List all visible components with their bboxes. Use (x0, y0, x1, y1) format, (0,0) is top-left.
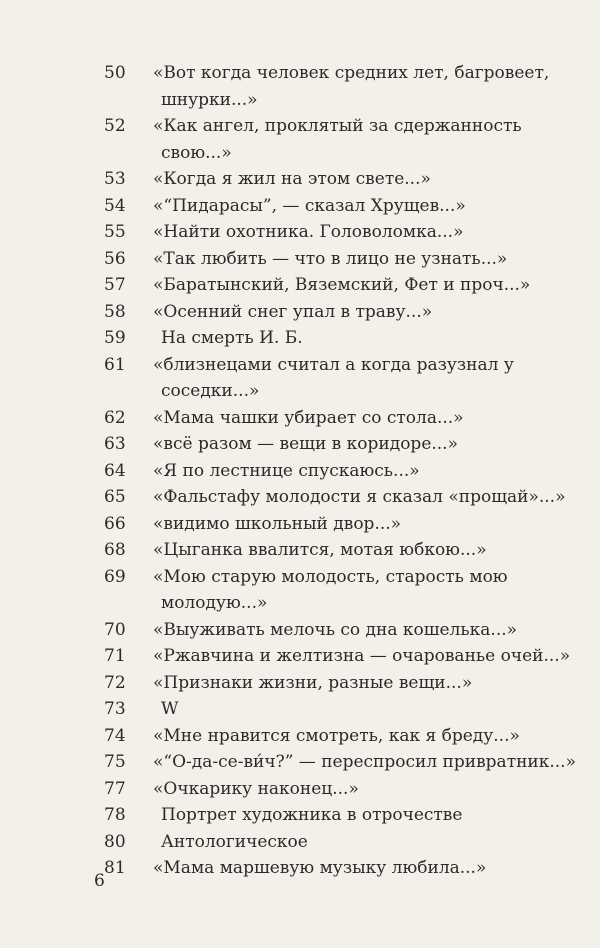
toc-title: «Мою старую молодость, старость мою молодую...» (153, 564, 583, 617)
toc-entry (0, 246, 600, 273)
toc-entry (0, 617, 600, 644)
toc-title-continuation: свою...» (161, 142, 232, 163)
toc-title: Антологическое (161, 831, 308, 852)
toc-entry (0, 325, 600, 352)
toc-title: «Так любить — что в лицо не узнать...» (153, 248, 508, 269)
toc-title: «Мама маршевую музыку любила...» (153, 858, 487, 878)
toc-entry (0, 60, 600, 113)
toc-entry (0, 113, 600, 166)
toc-title: «всё разом — вещи в коридоре...» (153, 434, 458, 454)
toc-title: «Когда я жил на этом свете...» (153, 169, 431, 189)
toc-page-number: 77 (104, 778, 126, 799)
toc-entry (0, 352, 600, 405)
toc-entry (0, 643, 600, 670)
toc-title: Портрет художника в отрочестве (161, 805, 463, 825)
toc-title: «Ржавчина и желтизна — очарованье очей...» (153, 646, 571, 666)
toc-entry (0, 564, 600, 617)
toc-title: «Баратынский, Вяземский, Фет и проч...» (153, 275, 531, 295)
toc-title: «Мне нравится смотреть, как я бреду...» (153, 725, 520, 746)
toc-page-number: 75 (104, 752, 126, 772)
toc-title: На смерть И. Б. (161, 328, 303, 348)
toc-page-number: 52 (104, 116, 126, 136)
toc-title: «Фальстафу молодости я сказал «прощай»...» (153, 487, 566, 507)
toc-entry (0, 696, 600, 723)
toc-page-number: 56 (104, 248, 126, 269)
toc-title: «видимо школьный двор...» (153, 513, 402, 534)
toc-page-number: 68 (104, 540, 126, 560)
toc-entry (0, 670, 600, 697)
toc-page-number: 64 (104, 460, 126, 481)
toc-entry (0, 484, 600, 511)
toc-entry (0, 776, 600, 803)
toc-title: «Осенний снег упал в траву...» (153, 301, 433, 322)
page-number: 6 (94, 871, 105, 891)
toc-entry (0, 193, 600, 220)
toc-page-number: 70 (104, 619, 126, 640)
toc-page-number: 54 (104, 195, 126, 216)
toc-title-continuation: молодую...» (161, 593, 268, 613)
toc-title: «Цыганка ввалится, мотая юбкою...» (153, 540, 487, 560)
toc-title: W (161, 699, 179, 719)
toc-page-number: 59 (104, 328, 126, 348)
toc-page-number: 57 (104, 275, 126, 295)
toc-page-number: 74 (104, 725, 126, 746)
toc-page-number: 50 (104, 63, 126, 83)
toc-page-number: 73 (104, 699, 126, 719)
toc-entry (0, 802, 600, 829)
toc-page-number: 80 (104, 831, 126, 852)
toc-title-continuation: шнурки...» (161, 89, 258, 110)
toc-entry (0, 219, 600, 246)
toc-entry (0, 166, 600, 193)
toc-page-number: 69 (104, 566, 126, 587)
toc-title: «Я по лестнице спускаюсь...» (153, 460, 420, 481)
toc-title: «Вот когда человек средних лет, багровеет, шнурки...» (153, 60, 583, 113)
toc-title: «Признаки жизни, разные вещи...» (153, 672, 473, 693)
toc-entry (0, 405, 600, 432)
toc-title: «Мама чашки убирает со стола...» (153, 407, 464, 428)
toc-title: «“Пидарасы”, — сказал Хрущев...» (153, 195, 466, 216)
toc-page-number: 61 (104, 354, 126, 375)
toc-page-number: 65 (104, 487, 126, 507)
toc-title: «Как ангел, проклятый за сдержанность свою...» (153, 113, 583, 166)
toc-page-number: 66 (104, 513, 126, 534)
toc-page-number: 81 (104, 858, 126, 878)
toc-title: «Очкарику наконец...» (153, 778, 359, 799)
toc-title: «Выуживать мелочь со дна кошелька...» (153, 619, 518, 640)
toc-title: «“О-да-се-ви́ч?” — переспросил привратник...» (153, 752, 576, 772)
toc-title: «близнецами считал а когда разузнал у соседки...» (153, 352, 583, 405)
toc-page-number: 62 (104, 407, 126, 428)
toc-page-number: 58 (104, 301, 126, 322)
toc-entry (0, 299, 600, 326)
toc-entry (0, 511, 600, 538)
toc-page-number: 72 (104, 672, 126, 693)
table-of-contents (0, 60, 600, 882)
toc-entry (0, 431, 600, 458)
toc-entry (0, 537, 600, 564)
toc-page-number: 55 (104, 222, 126, 242)
toc-page-number: 63 (104, 434, 126, 454)
toc-page-number: 71 (104, 646, 126, 666)
toc-page-number: 53 (104, 169, 126, 189)
toc-entry (0, 829, 600, 856)
toc-page-number: 78 (104, 805, 126, 825)
toc-title: «Найти охотника. Головоломка...» (153, 222, 464, 242)
toc-entry (0, 458, 600, 485)
toc-entry (0, 723, 600, 750)
toc-title-continuation: соседки...» (161, 381, 260, 401)
toc-entry (0, 749, 600, 776)
toc-entry (0, 272, 600, 299)
toc-entry (0, 855, 600, 882)
